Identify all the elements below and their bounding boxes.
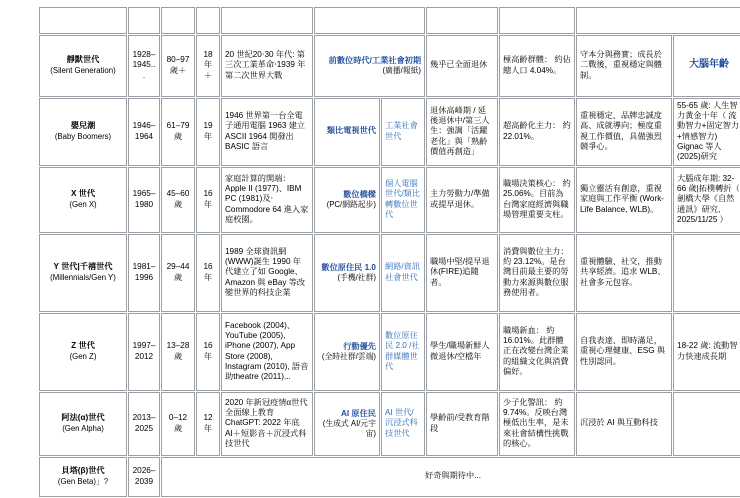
cell-brain-note: 18-22 歲: 流動智力快速成長期 (673, 313, 740, 391)
cell-birth: 2026–2039 (128, 457, 160, 497)
cell-core-traits: 守本分與務實；成長於二戰後，重視穩定與體制。 (576, 35, 672, 97)
cell-birth: 1997–2012 (128, 313, 160, 391)
cell-core-traits: 重視體驗、社交，推動共享經濟。追求 WLB、社會多元包容。 (576, 234, 672, 312)
col-header-birth: 出生 (128, 7, 160, 34)
cell-core-traits: 重視穩定、品牌忠誠度高、成就導向；極度重視工作價值，具備強烈競爭心。 (576, 98, 672, 166)
cell-ict-history: 1989 全球資訊網(WWW)誕生 1990 年代建立了如 Google、Amazon 與 eBay 等改變世界的科技企業 (221, 234, 313, 312)
cell-ict-history: Facebook (2004)、YouTube (2005), iPhone (2007), App Store (2008), Instagram (2010), 語音助theatre (2011)... (221, 313, 313, 391)
cell-tech-label: 類比電視世代 (314, 98, 380, 166)
cell-age-2025: 80–97 歲＋ (161, 35, 195, 97)
cell-span-years: 16 年 (196, 167, 220, 233)
cell-labor-retirement: 學生/職場新鮮人 微退休/空檔年 (426, 313, 498, 391)
cell-age-2025: 29–44 歲 (161, 234, 195, 312)
col-header-taiwan-population: 台灣人口(2025) (499, 7, 575, 34)
cell-brain-note (673, 392, 740, 456)
cell-core-traits: 獨立靈活有創意，重視家庭與工作平衡 (Work-Life Balance, WLB)。 (576, 167, 672, 233)
cell-taiwan-population: 超高齡化主力： 約 22.01%。 (499, 98, 575, 166)
cell-brain-note: 55-65 歲: 人生智力黃金十年（ 流動智力+固定智力+情感智力) Gignac 等人 (2025)研究 (673, 98, 740, 166)
cell-core-traits: 自我表達、即時滿足，重視心理健康、ESG 與性別認同。 (576, 313, 672, 391)
cell-ict-history: 2020 年新冠疫情α世代全面線上教育 ChatGPT: 2022 年底 AI＋短影音＋沉浸式科技世代 (221, 392, 313, 456)
cell-generation-name: Z 世代 (Gen Z) (39, 313, 127, 391)
table-row (39, 392, 740, 456)
cell-taiwan-population: 職場新血： 約 16.01%。此群體正在改變台灣企業的組織文化與消費偏好。 (499, 313, 575, 391)
cell-tech-sublabel: 數位原住民 2.0 /社群媒體世代 (381, 313, 425, 391)
cell-labor-retirement: 主力勞動力/準備或提早退休。 (426, 167, 498, 233)
table-row (39, 313, 740, 391)
cell-taiwan-population: 少子化警訊： 約 9.74%。反映台灣極低出生率，是未來社會結構性挑戰的核心。 (499, 392, 575, 456)
col-header-labor-retirement: 勞動/退休 (2025) (426, 7, 498, 34)
cell-taiwan-population: 職場決策核心： 約 25.06%。目前為台灣家庭經濟與職場管理重要支柱。 (499, 167, 575, 233)
col-header-ict-history: ICT 歷史經歷 (221, 7, 313, 34)
cell-age-2025: 61–79 歲 (161, 98, 195, 166)
cell-tech-sublabel: 工業社會世代 (381, 98, 425, 166)
cell-ict-history: 家庭計算的開端： Apple II (1977)、IBM PC (1981)及‧ Commodore 64 進入家庭校園。 (221, 167, 313, 233)
cell-beta-note: 好奇與期待中... (161, 457, 740, 497)
cell-generation-name: Y 世代|千禧世代 (Millennials/Gen Y) (39, 234, 127, 312)
cell-labor-retirement: 退休高峰期 / 延後退休中/第三人生：強調「活躍老化」與「熟齡價值再創造」 (426, 98, 498, 166)
cell-labor-retirement: 學齡前/受教育階段 (426, 392, 498, 456)
cell-tech-sublabel: 個人電腦世代/類比轉數位世代 (381, 167, 425, 233)
cell-birth: 1928–1945... (128, 35, 160, 97)
cell-taiwan-population: 消費與數位主力： 約 23.12%。是台灣目前最主要的勞動力來源與數位服務使用者。 (499, 234, 575, 312)
cell-tech-sublabel: AI 世代/沉浸式科技世代 (381, 392, 425, 456)
table-row (39, 167, 740, 233)
col-header-span-years: 實數 (196, 7, 220, 34)
generation-comparison-table (38, 6, 740, 498)
cell-ict-history: 1946 世界第一台全電子通用電腦 1963 建立 ASCII 1964 開發出 BASIC 語言 (221, 98, 313, 166)
cell-taiwan-population: 極高齡群體： 約佔總人口 4.04%。 (499, 35, 575, 97)
table-row (39, 234, 740, 312)
header-row (39, 7, 740, 34)
col-header-core-traits: 世代核心特徵 (Core Traits) (576, 7, 740, 34)
cell-core-traits: 沉浸於 AI 與互動科技 (576, 392, 672, 456)
cell-birth: 1981–1996 (128, 234, 160, 312)
cell-generation-name: 阿法(α)世代 (Gen Alpha) (39, 392, 127, 456)
cell-brain-note: 大腦成年期: 32-66 歲|拓樸轉折（ 劍橋大學《自然通訊》研究, 2025/11/25 ） (673, 167, 740, 233)
col-header-generation-name: 世代名稱 (39, 7, 127, 34)
cell-birth: 1965–1980 (128, 167, 160, 233)
cell-tech-label: 行動優先 (全時社群/雲端) (314, 313, 380, 391)
cell-labor-retirement: 幾乎已全面退休 (426, 35, 498, 97)
generation-table-page (0, 6, 740, 487)
table-header (39, 7, 740, 34)
cell-brain-note (673, 234, 740, 312)
cell-generation-name: 靜默世代 (Silent Generation) (39, 35, 127, 97)
cell-span-years: 16 年 (196, 313, 220, 391)
cell-span-years: 12 年 (196, 392, 220, 456)
cell-tech-sublabel: 網路/資訊社會世代 (381, 234, 425, 312)
col-header-age-2025: 2025 (161, 7, 195, 34)
cell-age-2025: 45–60 歲 (161, 167, 195, 233)
cell-generation-name: 貝塔(β)世代 (Gen Beta)」? (39, 457, 127, 497)
cell-tech-label: 前數位時代/工業社會初期 (廣播/報紙) (314, 35, 425, 97)
cell-brain-age-header: 大腦年齡 (673, 35, 740, 97)
table-body (39, 35, 740, 497)
cell-span-years: 18 年＋ (196, 35, 220, 97)
cell-span-years: 19 年 (196, 98, 220, 166)
col-header-tech-label: 科技世代標籤 (314, 7, 425, 34)
table-row (39, 98, 740, 166)
cell-tech-label: 數位原住民 1.0 (手機/社群) (314, 234, 380, 312)
cell-generation-name: 嬰兒潮 (Baby Boomers) (39, 98, 127, 166)
cell-tech-label: 數位橋樑 (PC/網路起步) (314, 167, 380, 233)
cell-labor-retirement: 職場中堅/提早退休(FIRE)追隨者。 (426, 234, 498, 312)
table-row-beta (39, 457, 740, 497)
cell-birth: 2013–2025 (128, 392, 160, 456)
cell-span-years: 16 年 (196, 234, 220, 312)
table-row (39, 35, 740, 97)
cell-generation-name: X 世代 (Gen X) (39, 167, 127, 233)
cell-age-2025: 13–28 歲 (161, 313, 195, 391)
cell-birth: 1946–1964 (128, 98, 160, 166)
cell-tech-label: AI 原住民 (生成式 AI/元宇宙) (314, 392, 380, 456)
cell-age-2025: 0–12 歲 (161, 392, 195, 456)
cell-ict-history: 20 世紀20‧30 年代: 第三次工業革命‧1939 年第二次世界大戰 (221, 35, 313, 97)
